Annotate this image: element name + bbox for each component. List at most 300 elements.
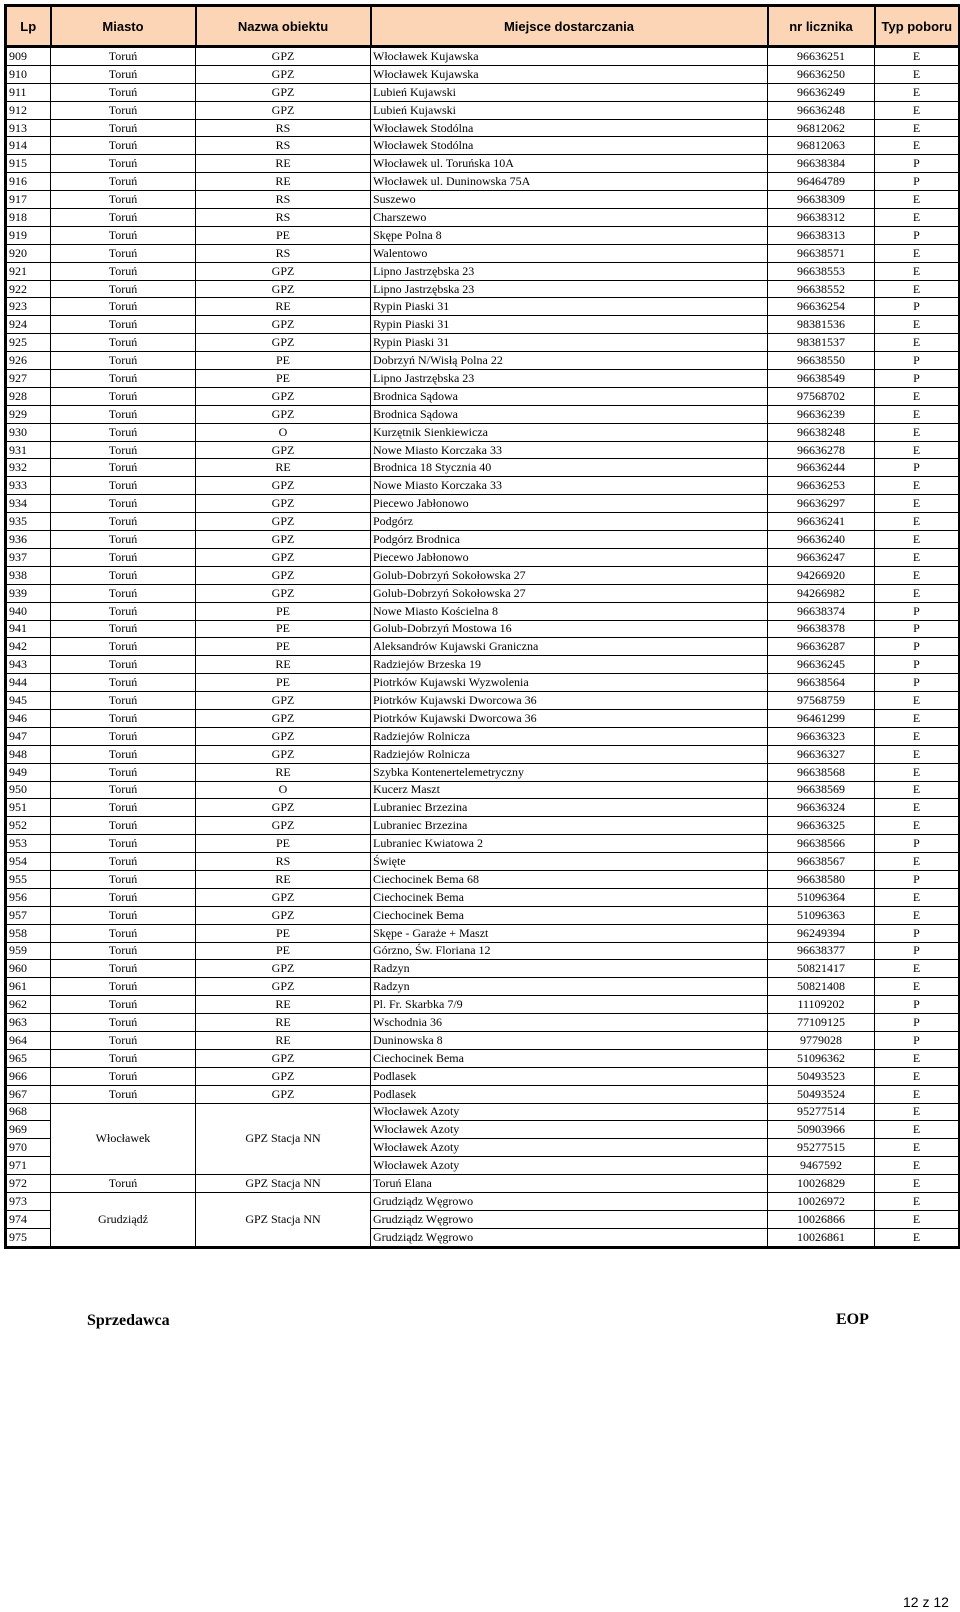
cell-miasto: Toruń [51,1049,196,1067]
cell-nazwa-obiektu: RE [196,459,371,477]
cell-miejsce-dostarczania: Golub-Dobrzyń Mostowa 16 [371,620,768,638]
cell-typ-poboru: E [875,888,960,906]
cell-lp: 911 [6,83,51,101]
cell-nazwa-obiektu: GPZ Stacja NN [196,1103,371,1175]
cell-miejsce-dostarczania: Włocławek Stodólna [371,119,768,137]
cell-miasto: Grudziądź [51,1193,196,1248]
table-row [6,674,960,692]
table-row [6,244,960,262]
cell-miasto: Toruń [51,996,196,1014]
cell-lp: 968 [6,1103,51,1121]
cell-lp: 962 [6,996,51,1014]
table-row [6,1049,960,1067]
cell-lp: 937 [6,548,51,566]
table-row [6,763,960,781]
cell-miasto: Toruń [51,173,196,191]
cell-miasto: Toruń [51,924,196,942]
cell-nazwa-obiektu: GPZ [196,906,371,924]
cell-miasto: Toruń [51,620,196,638]
cell-typ-poboru: E [875,334,960,352]
table-row [6,405,960,423]
cell-nazwa-obiektu: GPZ [196,334,371,352]
cell-miasto: Toruń [51,853,196,871]
cell-miejsce-dostarczania: Podlasek [371,1085,768,1103]
table-row [6,531,960,549]
cell-nazwa-obiektu: RS [196,191,371,209]
cell-miasto: Toruń [51,83,196,101]
cell-nr-licznika: 50493523 [768,1067,875,1085]
cell-miasto: Toruń [51,638,196,656]
cell-miasto: Toruń [51,155,196,173]
cell-nazwa-obiektu: GPZ [196,65,371,83]
cell-miejsce-dostarczania: Piecewo Jabłonowo [371,548,768,566]
cell-nr-licznika: 96638568 [768,763,875,781]
table-row [6,495,960,513]
cell-nazwa-obiektu: PE [196,620,371,638]
cell-miasto: Toruń [51,692,196,710]
cell-miejsce-dostarczania: Grudziądz Węgrowo [371,1210,768,1228]
cell-miasto: Toruń [51,244,196,262]
cell-miejsce-dostarczania: Ciechocinek Bema 68 [371,870,768,888]
cell-lp: 953 [6,835,51,853]
table-row [6,459,960,477]
cell-nr-licznika: 10026972 [768,1193,875,1211]
cell-miejsce-dostarczania: Włocławek Azoty [371,1103,768,1121]
cell-miejsce-dostarczania: Podlasek [371,1067,768,1085]
cell-miasto: Toruń [51,656,196,674]
cell-nr-licznika: 77109125 [768,1014,875,1032]
cell-miasto: Toruń [51,280,196,298]
table-row [6,137,960,155]
cell-typ-poboru: E [875,727,960,745]
cell-nazwa-obiektu: GPZ [196,83,371,101]
cell-nazwa-obiektu: RE [196,996,371,1014]
table-row [6,191,960,209]
cell-typ-poboru: P [875,638,960,656]
cell-miejsce-dostarczania: Lubień Kujawski [371,101,768,119]
cell-miejsce-dostarczania: Rypin Piaski 31 [371,334,768,352]
cell-typ-poboru: P [875,656,960,674]
cell-nazwa-obiektu: GPZ [196,101,371,119]
cell-typ-poboru: E [875,1175,960,1193]
cell-miasto: Toruń [51,602,196,620]
cell-typ-poboru: E [875,1067,960,1085]
table-row [6,727,960,745]
cell-typ-poboru: E [875,692,960,710]
table-row [6,47,960,66]
table-row [6,870,960,888]
cell-lp: 909 [6,47,51,66]
cell-lp: 972 [6,1175,51,1193]
cell-typ-poboru: P [875,996,960,1014]
cell-lp: 946 [6,709,51,727]
cell-nr-licznika: 96636323 [768,727,875,745]
cell-nr-licznika: 96636245 [768,656,875,674]
cell-miasto: Toruń [51,745,196,763]
cell-typ-poboru: E [875,83,960,101]
cell-lp: 917 [6,191,51,209]
cell-nazwa-obiektu: O [196,423,371,441]
cell-lp: 925 [6,334,51,352]
cell-nazwa-obiektu: GPZ [196,960,371,978]
cell-typ-poboru: E [875,1049,960,1067]
cell-miejsce-dostarczania: Toruń Elana [371,1175,768,1193]
cell-nazwa-obiektu: RE [196,656,371,674]
cell-nazwa-obiektu: GPZ [196,817,371,835]
cell-miasto: Toruń [51,226,196,244]
cell-nr-licznika: 96638564 [768,674,875,692]
cell-miasto: Toruń [51,298,196,316]
cell-miejsce-dostarczania: Wschodnia 36 [371,1014,768,1032]
cell-miejsce-dostarczania: Podgórz [371,513,768,531]
cell-miasto: Toruń [51,727,196,745]
table-row [6,352,960,370]
cell-lp: 949 [6,763,51,781]
cell-miasto: Toruń [51,191,196,209]
cell-lp: 957 [6,906,51,924]
cell-nr-licznika: 11109202 [768,996,875,1014]
cell-lp: 958 [6,924,51,942]
cell-typ-poboru: E [875,477,960,495]
table-row [6,1175,960,1193]
cell-miejsce-dostarczania: Włocławek Kujawska [371,65,768,83]
cell-nr-licznika: 96636253 [768,477,875,495]
cell-nazwa-obiektu: PE [196,924,371,942]
cell-typ-poboru: P [875,602,960,620]
cell-lp: 916 [6,173,51,191]
cell-miejsce-dostarczania: Radziejów Brzeska 19 [371,656,768,674]
table-row [6,65,960,83]
cell-nr-licznika: 51096364 [768,888,875,906]
cell-lp: 924 [6,316,51,334]
cell-typ-poboru: E [875,316,960,334]
table-row [6,817,960,835]
cell-typ-poboru: P [875,924,960,942]
cell-miejsce-dostarczania: Włocławek Kujawska [371,47,768,66]
cell-typ-poboru: E [875,495,960,513]
cell-nr-licznika: 96636249 [768,83,875,101]
cell-nr-licznika: 97568702 [768,387,875,405]
cell-typ-poboru: E [875,745,960,763]
cell-miejsce-dostarczania: Ciechocinek Bema [371,888,768,906]
cell-lp: 927 [6,370,51,388]
cell-miejsce-dostarczania: Rypin Piaski 31 [371,298,768,316]
table-row [6,280,960,298]
cell-miejsce-dostarczania: Lipno Jastrzębska 23 [371,280,768,298]
cell-miejsce-dostarczania: Szybka Kontenertelemetryczny [371,763,768,781]
table-header-row [6,6,960,47]
cell-nazwa-obiektu: GPZ [196,888,371,906]
cell-lp: 918 [6,209,51,227]
cell-typ-poboru: E [875,978,960,996]
cell-nazwa-obiektu: PE [196,638,371,656]
cell-typ-poboru: E [875,763,960,781]
table-row [6,709,960,727]
delivery-points-table [4,4,960,1249]
cell-miejsce-dostarczania: Pl. Fr. Skarbka 7/9 [371,996,768,1014]
cell-typ-poboru: E [875,960,960,978]
cell-nr-licznika: 96638377 [768,942,875,960]
cell-nazwa-obiektu: RS [196,209,371,227]
cell-typ-poboru: E [875,584,960,602]
cell-nr-licznika: 96812062 [768,119,875,137]
cell-lp: 913 [6,119,51,137]
cell-nr-licznika: 50903966 [768,1121,875,1139]
table-row [6,692,960,710]
cell-miasto: Toruń [51,906,196,924]
table-row [6,978,960,996]
cell-typ-poboru: E [875,119,960,137]
cell-lp: 940 [6,602,51,620]
cell-miejsce-dostarczania: Suszewo [371,191,768,209]
table-row [6,298,960,316]
cell-miasto: Toruń [51,1031,196,1049]
cell-typ-poboru: P [875,352,960,370]
cell-nazwa-obiektu: GPZ [196,584,371,602]
cell-typ-poboru: P [875,942,960,960]
cell-miejsce-dostarczania: Grudziądz Węgrowo [371,1228,768,1247]
cell-nr-licznika: 96636254 [768,298,875,316]
cell-miasto: Toruń [51,942,196,960]
cell-nazwa-obiektu: RS [196,853,371,871]
cell-miejsce-dostarczania: Lipno Jastrzębska 23 [371,262,768,280]
table-row [6,1031,960,1049]
cell-nr-licznika: 96638550 [768,352,875,370]
cell-miasto: Toruń [51,495,196,513]
table-row [6,477,960,495]
cell-nr-licznika: 10026829 [768,1175,875,1193]
cell-nr-licznika: 96638378 [768,620,875,638]
cell-nazwa-obiektu: PE [196,226,371,244]
cell-miasto: Toruń [51,799,196,817]
cell-miejsce-dostarczania: Nowe Miasto Korczaka 33 [371,477,768,495]
cell-typ-poboru: E [875,65,960,83]
cell-nazwa-obiektu: GPZ [196,799,371,817]
cell-typ-poboru: P [875,620,960,638]
table-row [6,441,960,459]
cell-nazwa-obiektu: GPZ Stacja NN [196,1175,371,1193]
cell-miasto: Toruń [51,405,196,423]
cell-nr-licznika: 50821408 [768,978,875,996]
cell-lp: 963 [6,1014,51,1032]
cell-nr-licznika: 96636325 [768,817,875,835]
cell-miejsce-dostarczania: Duninowska 8 [371,1031,768,1049]
cell-miasto: Włocławek [51,1103,196,1175]
cell-nazwa-obiektu: GPZ [196,1067,371,1085]
cell-typ-poboru: E [875,441,960,459]
cell-miasto: Toruń [51,1085,196,1103]
cell-lp: 919 [6,226,51,244]
signature-eop: EOP [836,1311,869,1328]
table-row [6,387,960,405]
cell-miasto: Toruń [51,65,196,83]
cell-typ-poboru: E [875,781,960,799]
cell-lp: 944 [6,674,51,692]
cell-nr-licznika: 95277515 [768,1139,875,1157]
cell-miasto: Toruń [51,262,196,280]
cell-typ-poboru: P [875,226,960,244]
cell-lp: 943 [6,656,51,674]
cell-miejsce-dostarczania: Podgórz Brodnica [371,531,768,549]
cell-lp: 933 [6,477,51,495]
cell-miasto: Toruń [51,119,196,137]
cell-lp: 955 [6,870,51,888]
cell-typ-poboru: P [875,1031,960,1049]
table-row [6,1014,960,1032]
cell-nr-licznika: 96638553 [768,262,875,280]
table-row [6,566,960,584]
cell-lp: 970 [6,1139,51,1157]
cell-miasto: Toruń [51,47,196,66]
cell-typ-poboru: E [875,1210,960,1228]
cell-nr-licznika: 96636251 [768,47,875,66]
cell-nazwa-obiektu: GPZ [196,280,371,298]
cell-nr-licznika: 96638248 [768,423,875,441]
cell-nr-licznika: 96638549 [768,370,875,388]
cell-nazwa-obiektu: RE [196,763,371,781]
cell-nr-licznika: 96636278 [768,441,875,459]
cell-miasto: Toruń [51,817,196,835]
cell-miejsce-dostarczania: Radzyn [371,978,768,996]
cell-nr-licznika: 96638312 [768,209,875,227]
cell-typ-poboru: E [875,548,960,566]
cell-nr-licznika: 96249394 [768,924,875,942]
cell-lp: 932 [6,459,51,477]
cell-lp: 915 [6,155,51,173]
cell-lp: 921 [6,262,51,280]
cell-miejsce-dostarczania: Radziejów Rolnicza [371,745,768,763]
table-row [6,83,960,101]
cell-nr-licznika: 96636297 [768,495,875,513]
cell-nr-licznika: 96636241 [768,513,875,531]
cell-nr-licznika: 94266920 [768,566,875,584]
header-miejsce-dostarczania: Miejsce dostarczania [371,6,768,47]
cell-lp: 938 [6,566,51,584]
cell-miejsce-dostarczania: Brodnica Sądowa [371,387,768,405]
cell-miasto: Toruń [51,316,196,334]
cell-miejsce-dostarczania: Piotrków Kujawski Dworcowa 36 [371,692,768,710]
cell-lp: 959 [6,942,51,960]
cell-miejsce-dostarczania: Nowe Miasto Kościelna 8 [371,602,768,620]
cell-nr-licznika: 50493524 [768,1085,875,1103]
cell-nazwa-obiektu: GPZ [196,495,371,513]
cell-typ-poboru: P [875,1014,960,1032]
cell-miasto: Toruń [51,709,196,727]
cell-lp: 974 [6,1210,51,1228]
cell-typ-poboru: E [875,1103,960,1121]
cell-typ-poboru: E [875,1139,960,1157]
cell-typ-poboru: P [875,298,960,316]
header-typ-poboru: Typ poboru [875,6,960,47]
cell-typ-poboru: E [875,513,960,531]
cell-nazwa-obiektu: GPZ [196,47,371,66]
cell-miejsce-dostarczania: Kurzętnik Sienkiewicza [371,423,768,441]
cell-miejsce-dostarczania: Piecewo Jabłonowo [371,495,768,513]
table-row [6,1193,960,1211]
cell-lp: 965 [6,1049,51,1067]
cell-nazwa-obiektu: GPZ [196,709,371,727]
table-row [6,888,960,906]
cell-lp: 956 [6,888,51,906]
cell-miejsce-dostarczania: Walentowo [371,244,768,262]
table-row [6,602,960,620]
cell-lp: 941 [6,620,51,638]
cell-miejsce-dostarczania: Golub-Dobrzyń Sokołowska 27 [371,566,768,584]
cell-nazwa-obiektu: GPZ [196,548,371,566]
cell-miejsce-dostarczania: Skępe Polna 8 [371,226,768,244]
table-row [6,226,960,244]
cell-lp: 969 [6,1121,51,1139]
cell-lp: 947 [6,727,51,745]
cell-miasto: Toruń [51,334,196,352]
cell-typ-poboru: P [875,835,960,853]
cell-lp: 928 [6,387,51,405]
cell-miejsce-dostarczania: Włocławek Azoty [371,1121,768,1139]
cell-nr-licznika: 96638566 [768,835,875,853]
cell-lp: 934 [6,495,51,513]
cell-typ-poboru: E [875,1121,960,1139]
cell-typ-poboru: E [875,423,960,441]
cell-miejsce-dostarczania: Górzno, Św. Floriana 12 [371,942,768,960]
cell-nazwa-obiektu: PE [196,835,371,853]
cell-nazwa-obiektu: PE [196,942,371,960]
cell-nr-licznika: 96636247 [768,548,875,566]
cell-nazwa-obiektu: PE [196,602,371,620]
cell-lp: 926 [6,352,51,370]
cell-nazwa-obiektu: GPZ [196,262,371,280]
cell-miasto: Toruń [51,1014,196,1032]
cell-miejsce-dostarczania: Radziejów Rolnicza [371,727,768,745]
cell-miejsce-dostarczania: Włocławek ul. Duninowska 75A [371,173,768,191]
cell-miejsce-dostarczania: Lubień Kujawski [371,83,768,101]
cell-nazwa-obiektu: RS [196,137,371,155]
cell-miejsce-dostarczania: Rypin Piaski 31 [371,316,768,334]
cell-lp: 942 [6,638,51,656]
cell-miejsce-dostarczania: Włocławek ul. Toruńska 10A [371,155,768,173]
cell-miejsce-dostarczania: Lubraniec Brzezina [371,799,768,817]
cell-miasto: Toruń [51,781,196,799]
cell-miejsce-dostarczania: Piotrków Kujawski Dworcowa 36 [371,709,768,727]
cell-lp: 950 [6,781,51,799]
cell-typ-poboru: P [875,370,960,388]
cell-nazwa-obiektu: PE [196,370,371,388]
cell-nr-licznika: 96636287 [768,638,875,656]
cell-typ-poboru: E [875,1228,960,1247]
cell-lp: 922 [6,280,51,298]
cell-lp: 954 [6,853,51,871]
table-row [6,548,960,566]
cell-miejsce-dostarczania: Nowe Miasto Korczaka 33 [371,441,768,459]
table-row [6,1067,960,1085]
table-body [6,47,960,1248]
cell-typ-poboru: E [875,191,960,209]
cell-nazwa-obiektu: GPZ Stacja NN [196,1193,371,1248]
cell-lp: 951 [6,799,51,817]
cell-typ-poboru: P [875,870,960,888]
cell-nr-licznika: 96812063 [768,137,875,155]
cell-nr-licznika: 9467592 [768,1157,875,1175]
table-row [6,262,960,280]
cell-miejsce-dostarczania: Święte [371,853,768,871]
cell-miasto: Toruń [51,763,196,781]
cell-miasto: Toruń [51,137,196,155]
cell-nr-licznika: 96636248 [768,101,875,119]
cell-lp: 967 [6,1085,51,1103]
cell-nazwa-obiektu: GPZ [196,978,371,996]
cell-miasto: Toruń [51,835,196,853]
cell-miasto: Toruń [51,101,196,119]
cell-miejsce-dostarczania: Brodnica Sądowa [371,405,768,423]
